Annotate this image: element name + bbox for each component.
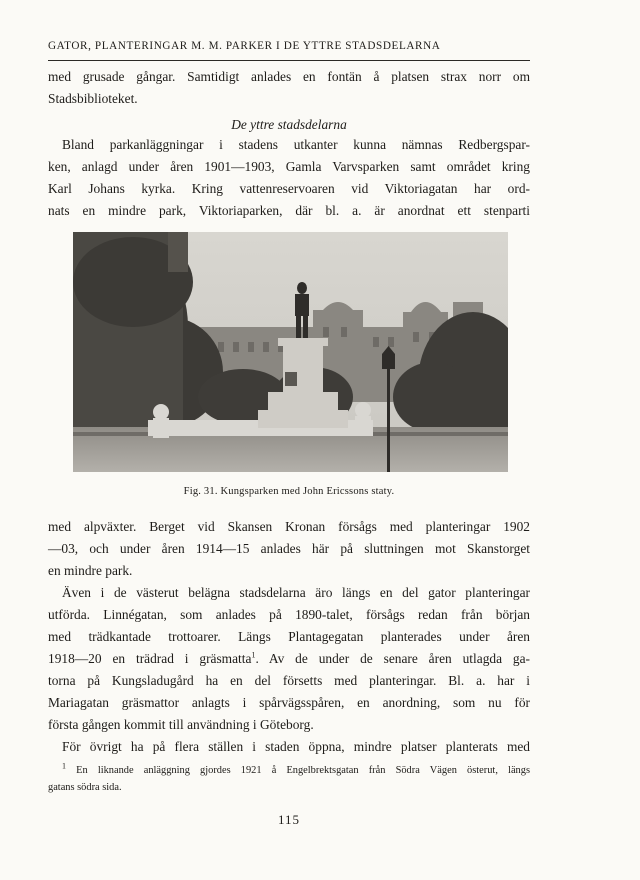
kungsparken-statue-photo: [73, 232, 508, 472]
text-line: Karl Johans kyrka. Kring vattenreservoaren vid Viktoriagatan har ord-: [48, 181, 530, 196]
text-line: med grusade gångar. Samtidigt anlades en fontän å platsen strax norr om: [48, 69, 530, 84]
footnote-line: gatans södra sida.: [48, 782, 122, 793]
text-line: en mindre park.: [48, 563, 133, 578]
text-line: Stadsbiblioteket.: [48, 91, 138, 106]
figure-photograph: [73, 232, 508, 472]
footnote: [48, 762, 530, 796]
paragraph-other-places: [48, 736, 530, 758]
text-line: med alpväxter. Berget vid Skansen Kronan försågs med planteringar 1902: [48, 519, 530, 534]
footnote-marker: 1: [62, 761, 66, 771]
paragraph-fountain: [48, 66, 530, 110]
text-line: nats en mindre park, Viktoriaparken, där bl. a. är anordnat ett stenparti: [48, 203, 530, 218]
section-heading: De yttre stadsdelarna: [231, 117, 347, 132]
text-line: ken, anlagd under åren 1901—1903, Gamla Varvsparken samt området kring: [48, 159, 530, 174]
footnote-line: $^1$ En liknande anläggning gjordes 1921 å Engelbrektsgatan från Södra Vägen österut, längs: [62, 761, 530, 776]
text-line: första gången kommit till användning i Göteborg.: [48, 717, 314, 732]
text-line: Även i de västerut belägna stadsdelarna äro längs en del gator planteringar: [62, 585, 530, 600]
paragraph-parks: [48, 134, 530, 222]
text-line: utförda. Linnégatan, som anlades på 1890-talet, försågs redan från början: [48, 607, 530, 622]
page-number: 115: [277, 812, 301, 827]
running-head: GATOR, PLANTERINGAR M. M. PARKER I DE YTTRE STADSDELARNA: [48, 40, 441, 52]
text-line: med trädkantade trottoarer. Längs Plantagegatan planterades under åren: [48, 629, 530, 644]
header-rule: [48, 60, 530, 61]
footnote-reference[interactable]: 1: [251, 650, 256, 660]
paragraph-western-districts: [48, 582, 530, 736]
text-line: Bland parkanläggningar i stadens utkanter kunna nämnas Redbergspar-: [62, 137, 530, 152]
text-line: torna på Kungsladugård ha en del försetts med planteringar. Bl. a. har i: [48, 673, 530, 688]
text-line: —03, och under åren 1914—15 anlades här på sluttningen mot Skanstorget: [48, 541, 530, 556]
text-line: Mariagatan gräsmattor anlagts i spårvägsspåren, en anordning, som nu för: [48, 695, 530, 710]
text-line: För övrigt ha på flera ställen i staden öppna, mindre platser planterats med: [62, 739, 530, 754]
text-line: 1918—20 en trädrad i gräsmatta$^1$. Av de under de senare åren utlagda ga-: [48, 650, 531, 666]
figure-caption: Fig. 31. Kungsparken med John Ericssons staty.: [183, 486, 395, 497]
paragraph-skansen: [48, 516, 530, 582]
